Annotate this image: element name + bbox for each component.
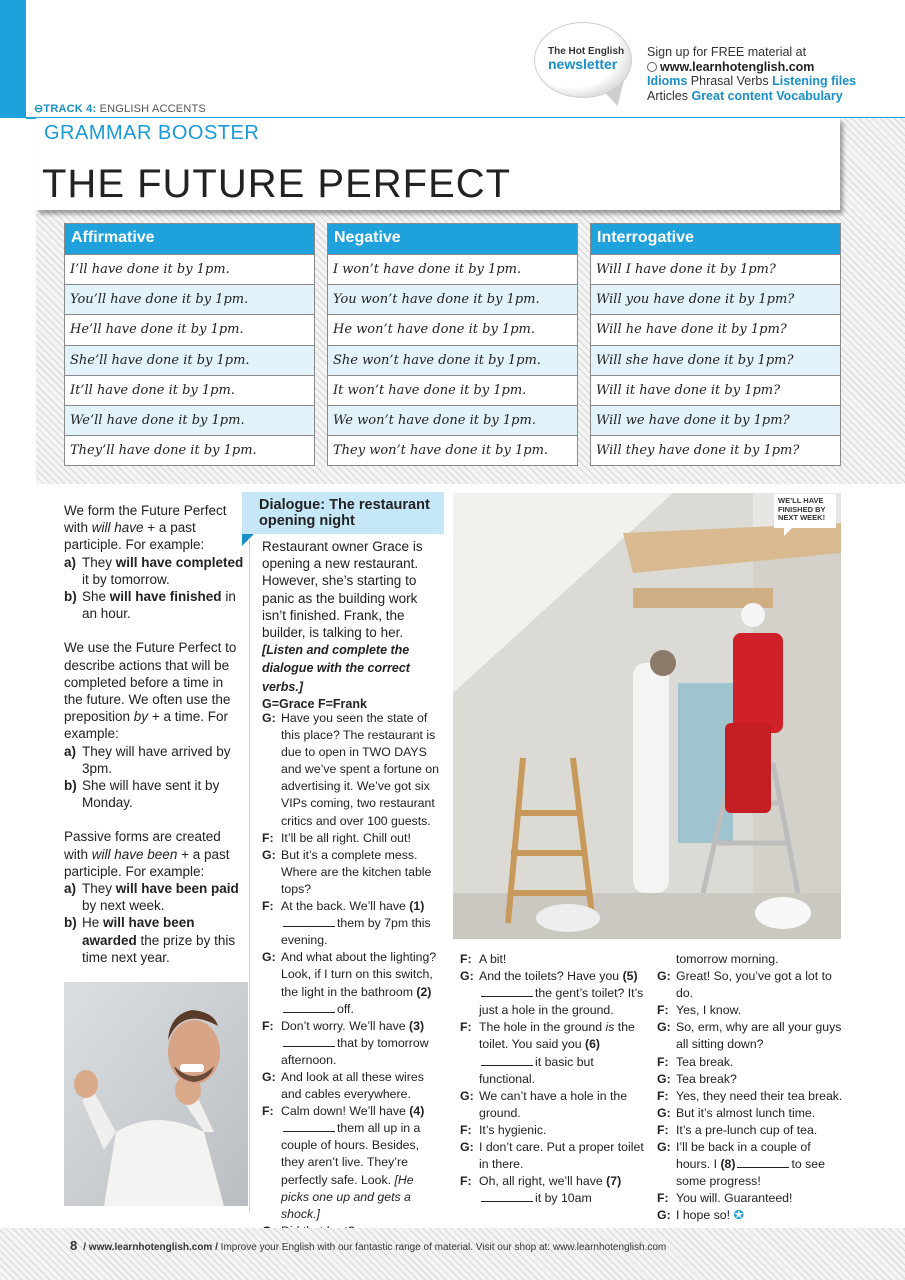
dialogue-line: F: At the back. We’ll have (1)them by 7pm this evening. (262, 899, 431, 948)
table-header: Interrogative (591, 224, 840, 254)
negative-table (327, 223, 578, 466)
title-card (36, 118, 840, 210)
site-link[interactable]: www.learnhotenglish.com (660, 59, 815, 74)
list-item: a) They will have been paid by next week. (64, 881, 239, 914)
interrogative-table (590, 223, 841, 466)
table-row: They’ll have done it by 1pm. (65, 435, 314, 465)
table-header: Negative (328, 224, 577, 254)
table-row: We’ll have done it by 1pm. (65, 405, 314, 435)
dialogue-line: F: Don’t worry. We’ll have (3)that by tomorrow afternoon. (262, 1018, 429, 1067)
dialogue-line: G: Tea break? (657, 1071, 737, 1086)
blank-5[interactable] (481, 987, 533, 997)
dialogue-line: F: Oh, all right, we’ll have (7)it by 10am (460, 1174, 622, 1206)
link-listening-files[interactable]: Listening files (772, 74, 857, 88)
blank-1[interactable] (283, 917, 335, 927)
link-great-content[interactable]: Great content (691, 88, 773, 103)
table-row: I won’t have done it by 1pm. (328, 254, 577, 284)
table-row: He’ll have done it by 1pm. (65, 314, 314, 344)
page-title: THE FUTURE PERFECT (42, 162, 512, 206)
dialogue-line: G: Great! So, you’ve got a lot to do. (657, 969, 832, 1001)
table-row: You won’t have done it by 1pm. (328, 284, 577, 314)
blank-6[interactable] (481, 1056, 533, 1066)
link-idioms[interactable]: Idioms (647, 74, 688, 88)
builders-photo (453, 493, 841, 939)
table-row: Will she have done it by 1pm? (591, 345, 840, 375)
dialogue-line: F: Calm down! We’ll have (4)them all up in a couple of hours. Besides, they aren’t live. They’re perfectly safe. Look. [He picks one up and gets a shock.] (262, 1104, 425, 1221)
dialogue-title: Dialogue: The restaurant opening night (259, 497, 430, 529)
table-row: Will you have done it by 1pm? (591, 284, 840, 314)
page-number: 8 (70, 1238, 78, 1253)
table-row: She won’t have done it by 1pm. (328, 345, 577, 375)
dialogue-line: tomorrow morning. (676, 952, 779, 966)
dialogue-line: F: Tea break. (657, 1054, 734, 1069)
dialogue-line: F: It’s hygienic. (460, 1122, 547, 1137)
cheering-man-photo (64, 982, 248, 1206)
column-divider (249, 540, 250, 1212)
table-row: They won’t have done it by 1pm. (328, 435, 577, 465)
dialogue-line: F: Yes, I know. (657, 1003, 742, 1018)
dialogue-column-2 (460, 951, 650, 1207)
dialogue-line: F: The hole in the ground is the toilet. You said you (6)it basic but functional. (460, 1020, 635, 1086)
dialogue-intro: Restaurant owner Grace is opening a new restaurant. However, she’s starting to panic as the building work isn’t finished. Frank, the builder, is talking to her. [Listen and complete the dialogue with the correct verbs.] G=Grace F=Frank (262, 538, 442, 713)
table-header: Affirmative (65, 224, 314, 254)
speech-badge: WE’LL HAVE FINISHED BY NEXT WEEK! (774, 494, 836, 528)
list-item: b) He will have been awarded the prize by this time next year. (64, 915, 236, 965)
footer-site-link[interactable]: / www.learnhotenglish.com / (83, 1242, 218, 1253)
link-vocabulary[interactable]: Vocabulary (776, 88, 843, 103)
table-row: Will it have done it by 1pm? (591, 375, 840, 405)
dialogue-line: F: It’ll be all right. Chill out! (262, 830, 411, 845)
table-row: Will I have done it by 1pm? (591, 254, 840, 284)
table-row: It won’t have done it by 1pm. (328, 375, 577, 405)
dialogue-line: F: You will. Guaranteed! (657, 1191, 793, 1206)
blank-4[interactable] (283, 1122, 335, 1132)
dialogue-line: G: Have you seen the state of this place? The restaurant is due to open in TWO DAYS and we’ve spent a fortune on advertising it. We’ve got six VIPs coming, two restaurant critics and over 100 guests. (262, 711, 439, 828)
table-row: He won’t have done it by 1pm. (328, 314, 577, 344)
blank-3[interactable] (283, 1037, 335, 1047)
dialogue-line: F: It’s a pre-lunch cup of tea. (657, 1122, 818, 1137)
table-row: We won’t have done it by 1pm. (328, 405, 577, 435)
newsletter-badge[interactable]: The Hot English newsletter (534, 22, 640, 102)
dialogue-line: G: I hope so! ✪ (657, 1208, 744, 1223)
dialogue-line: G: I’ll be back in a couple of hours. I (8) to see some progress! (657, 1140, 825, 1189)
table-row: Will they have done it by 1pm? (591, 435, 840, 465)
dialogue-line: G: And what about the lighting? Look, if I turn on this switch, the light in the bathroom (2)off. (262, 950, 437, 1016)
link-articles[interactable]: Articles (647, 88, 688, 103)
dialogue-title-box (242, 492, 444, 534)
end-mark-icon: ✪ (733, 1208, 744, 1223)
table-row: I’ll have done it by 1pm. (65, 254, 314, 284)
list-item: a) They will have arrived by 3pm. (64, 743, 231, 776)
footer: 8 / www.learnhotenglish.com / Improve your English with our fantastic range of material. Visit our shop at: www.learnhotenglish.com (70, 1238, 667, 1253)
blank-8[interactable] (737, 1158, 789, 1168)
dialogue-line: G: And the toilets? Have you (5)the gent’s toilet? It’s just a hole in the ground. (460, 969, 644, 1018)
list-item: b) She will have sent it by Monday. (64, 778, 220, 811)
explanation-column: We form the Future Perfect with will have + a past participle. For example: a) They will have completed it by tomorrow. b) She will have finished in an hour. We use the Future Perfect to describe actions that will be completed before a time in the future. We often use the preposition by + a time. For example: a) They will have arrived by 3pm. b) She will have sent it by Monday. Passive forms are created with will have been + a past participle. For example: a) They will have been paid by next week. b) He will have been awarded the prize by this time next year. (64, 503, 244, 965)
list-item: b) She will have finished in an hour. (64, 589, 236, 622)
speaker-key: G=Grace F=Frank (262, 696, 367, 711)
dialogue-line: G: I don’t care. Put a proper toilet in there. (460, 1140, 644, 1172)
dialogue-line: F: Yes, they need their tea break. (657, 1088, 843, 1103)
table-row: It’ll have done it by 1pm. (65, 375, 314, 405)
dialogue-line: G: And look at all these wires and cables everywhere. (262, 1069, 424, 1102)
dialogue-line: F: A bit! (460, 952, 507, 966)
dialogue-column-1 (262, 710, 444, 1240)
signup-block: Sign up for FREE material at www.learnhotenglish.com Idioms Phrasal Verbs Listening files Articles Great content Vocabulary (647, 45, 857, 103)
list-item: a) They will have completed it by tomorrow. (64, 554, 244, 587)
dialogue-line: G: So, erm, why are all your guys all sitting down? (657, 1020, 842, 1052)
track-label[interactable]: ⊖TRACK 4: ENGLISH ACCENTS (34, 103, 206, 115)
table-row: You’ll have done it by 1pm. (65, 284, 314, 314)
blank-7[interactable] (481, 1192, 533, 1202)
dialogue-line: G: But it’s almost lunch time. (657, 1105, 816, 1120)
dialogue-column-3 (657, 951, 845, 1225)
table-row: Will he have done it by 1pm? (591, 314, 840, 344)
dialogue-line: G: But it’s a complete mess. Where are the kitchen table tops? (262, 847, 432, 896)
affirmative-table (64, 223, 315, 466)
section-kicker: GRAMMAR BOOSTER (44, 122, 260, 144)
blank-2[interactable] (283, 1003, 335, 1013)
table-row: She’ll have done it by 1pm. (65, 345, 314, 375)
dialogue-line: G: We can’t have a hole in the ground. (460, 1088, 628, 1120)
audio-icon: ⊖ (34, 103, 44, 115)
footer-background (0, 1228, 905, 1280)
globe-icon (647, 62, 657, 72)
link-phrasal-verbs[interactable]: Phrasal Verbs (690, 74, 769, 88)
dialogue-instruction: [Listen and complete the dialogue with the correct verbs.] (262, 643, 410, 694)
table-row: Will we have done it by 1pm? (591, 405, 840, 435)
